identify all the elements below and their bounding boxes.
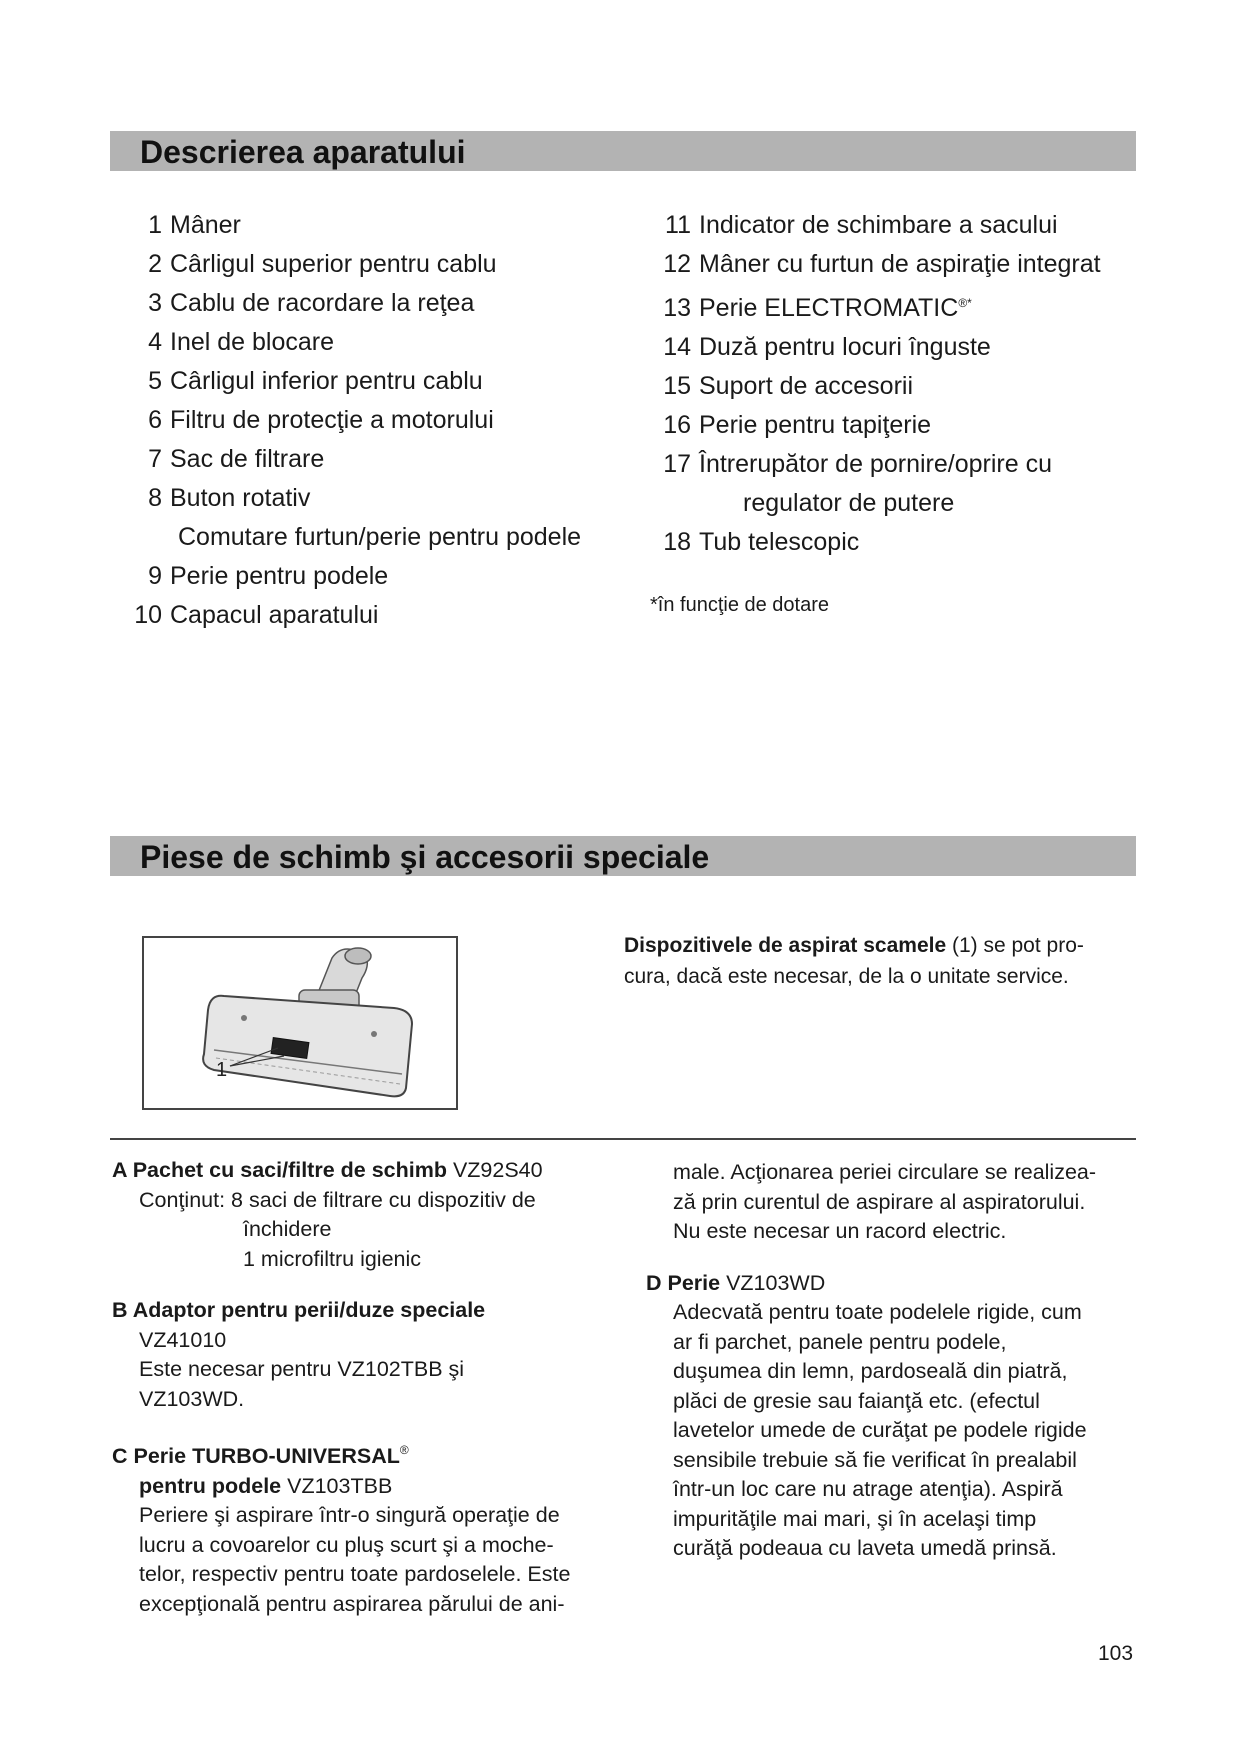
figure-callout-label: 1 bbox=[216, 1059, 228, 1081]
list-item: 1 Mâner bbox=[148, 211, 241, 239]
section-title-description: Descrierea aparatului bbox=[140, 134, 466, 170]
page-number: 103 bbox=[1098, 1642, 1134, 1665]
list-item: 4 Inel de blocare bbox=[148, 328, 335, 356]
footnote: *în funcţie de dotare bbox=[650, 594, 830, 616]
list-item: 8 Buton rotativ bbox=[148, 484, 311, 512]
list-item: 17 Întrerupător de pornire/oprire cu bbox=[663, 450, 1052, 478]
accessories-column-right: male. Acţionarea periei circulare se realizea- ză prin curentul de aspirare al aspiratorului. Nu este necesar un racord electric. D Perie VZ103WD Adecvată pentru toate podelele rigide, cum ar fi parchet, panele pentru podele, duşumea din lemn, pardoseală din piatră, plăci de gresie sau faianţă etc. (efectul lavetelor umede de curăţat pe podele rigide sensibile trebuie să fie verificat în prealabil într-un loc care nu atrage atenţia). Aspiră impurităţile mai mari, şi în acelaşi timp curăţă podeaua cu laveta umedă prinsă. bbox=[646, 1160, 1097, 1560]
item-d-heading: D Perie VZ103WD bbox=[646, 1270, 826, 1295]
list-item: 15 Suport de accesorii bbox=[663, 372, 914, 400]
list-item-subline: regulator de putere bbox=[743, 489, 955, 517]
list-item: 10 Capacul aparatului bbox=[134, 601, 379, 629]
list-item: 16 Perie pentru tapiţerie bbox=[663, 411, 932, 439]
divider bbox=[110, 1138, 1136, 1140]
list-item: 3 Cablu de racordare la reţea bbox=[148, 289, 475, 317]
list-item: 5 Cârligul inferior pentru cablu bbox=[148, 367, 483, 395]
list-item: 7 Sac de filtrare bbox=[148, 445, 325, 473]
parts-list-left bbox=[120, 206, 581, 635]
registered-mark: ®* bbox=[958, 296, 972, 310]
list-item: 18 Tub telescopic bbox=[663, 528, 860, 556]
accessories-column-left: A Pachet cu saci/filtre de schimb VZ92S40 Conţinut: 8 saci de filtrare cu dispozitiv de închidere 1 microfiltru igienic B Adaptor pentru perii/duze speciale VZ41010 Este necesar pentru VZ102TBB şi VZ103WD. C Perie TURBO-UNIVERSAL® pentru podele VZ103TBB Periere şi aspirare într-o singură operaţie de lucru a covoarelor cu pluş scurt şi a moche- telor, respectiv pentru toate pardoselele. Este excepţională pentru aspirarea părului de ani- bbox=[112, 1158, 571, 1616]
item-c-heading: C Perie TURBO-UNIVERSAL® bbox=[112, 1443, 409, 1468]
list-item: 2 Cârligul superior pentru cablu bbox=[148, 250, 497, 278]
floor-brush-illustration bbox=[142, 936, 458, 1110]
item-a-heading: A Pachet cu saci/filtre de schimb VZ92S40 bbox=[112, 1158, 543, 1182]
section-header-band bbox=[110, 131, 1136, 171]
parts-list-right bbox=[655, 206, 1101, 562]
item-b-heading: B Adaptor pentru perii/duze speciale bbox=[112, 1298, 486, 1322]
section-title-spare-parts: Piese de schimb şi accesorii speciale bbox=[140, 839, 710, 875]
list-item: 9 Perie pentru podele bbox=[148, 562, 389, 590]
list-item-subline: Comutare furtun/perie pentru podele bbox=[178, 523, 582, 551]
list-item: 6 Filtru de protecţie a motorului bbox=[148, 406, 494, 434]
floor-brush-drawing bbox=[144, 938, 456, 1108]
section-header-band bbox=[110, 836, 1136, 876]
intro-paragraph: Dispozitivele de aspirat scamele (1) se pot pro- cura, dacă este necesar, de la o unitate service. bbox=[624, 934, 1084, 988]
list-item: 14 Duză pentru locuri înguste bbox=[663, 333, 991, 361]
list-item: 13 Perie ELECTROMATIC®* bbox=[663, 294, 972, 322]
list-item: 12 Mâner cu furtun de aspiraţie integrat bbox=[663, 250, 1101, 278]
list-item: 11 Indicator de schimbare a sacului bbox=[665, 211, 1058, 239]
